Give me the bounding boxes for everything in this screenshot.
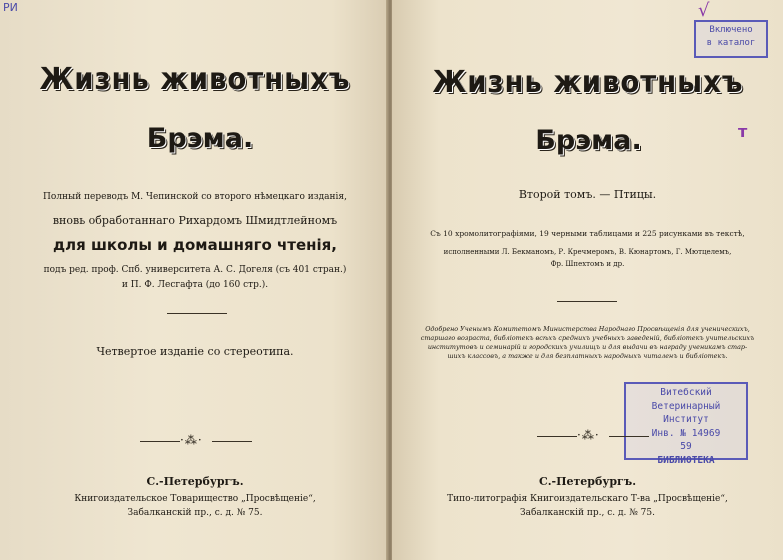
catalog-stamp	[694, 20, 768, 58]
approval-line4: шихъ классовъ, а также и для безплатныхъ народныхъ читаленъ и библіотекъ.	[447, 352, 728, 360]
left-editors-line2: и П. Ф. Лесгафта (до 160 стр.).	[121, 280, 269, 290]
library-stamp-label: БИБЛИОТЕКА	[657, 454, 715, 466]
right-title-line1: Жизнь животныхъ	[432, 65, 743, 100]
left-divider	[167, 313, 227, 314]
right-address: Забалканскій пр., с. д. № 75.	[520, 508, 655, 518]
left-title-line2: Брэма.	[146, 123, 254, 154]
approval-line1: Одобрено Ученымъ Комитетомъ Министерства Народнаго Просвѣщенія для ученическихъ,	[425, 325, 750, 333]
left-translation-line: Полный переводъ М. Чепинской со второго нѣмецкаго изданія,	[43, 192, 347, 202]
left-publisher: Книгоиздательское Товарищество „Просвѣщеніе“,	[74, 494, 316, 504]
left-page	[0, 0, 390, 560]
left-ornament-rule-right	[212, 441, 252, 442]
left-edition-line: Четвертое изданіе со стереотипа.	[96, 345, 294, 358]
library-stamp-inventory: Инв. № 14969	[651, 427, 721, 439]
left-editors-line: подъ ред. проф. Спб. университета А. С. Догеля (съ 401 стран.)	[43, 265, 347, 275]
library-stamp-line2: Ветеринарный Институт	[651, 400, 721, 425]
handwritten-check-mark: √	[698, 0, 710, 21]
side-mark: т	[738, 122, 748, 141]
right-volume-line: Второй томъ. — Птицы.	[518, 188, 657, 201]
left-city: С.-Петербургъ.	[146, 475, 244, 488]
library-stamp	[624, 382, 748, 466]
right-ornament-rule-left	[537, 436, 577, 437]
right-divider	[557, 301, 617, 302]
approval-line2: старшаго возраста, библіотекъ всѣхъ среднихъ учебныхъ заведеній, библіотекъ учительскихъ	[420, 334, 755, 342]
corner-mark: РИ	[3, 1, 18, 14]
right-illustrations-line: Съ 10 хромолитографіями, 19 черными таблицами и 225 рисунками въ текстѣ,	[430, 229, 745, 238]
right-artists-line: исполненными Л. Бекманомъ, Р. Кречмеромъ, В. Кюнартомъ, Г. Мютцелемъ,	[443, 248, 732, 256]
catalog-stamp-line2: в каталог	[706, 38, 756, 48]
left-ornament-rule-left	[140, 441, 180, 442]
catalog-stamp-line1: Включено	[709, 25, 753, 35]
right-page	[392, 0, 783, 560]
right-ornament-rule-right	[609, 436, 649, 437]
left-revision-line: вновь обработаннаго Рихардомъ Шмидтлейномъ	[52, 214, 338, 227]
left-address: Забалканскій пр., с. д. № 75.	[127, 508, 263, 518]
right-ornament: ·⁂·	[577, 428, 600, 442]
left-title-line1: Жизнь животныхъ	[39, 62, 351, 97]
library-stamp-number: 59	[680, 441, 692, 452]
right-title-line2: Брэма.	[535, 125, 642, 156]
right-artists-line2: Фр. Шпехтомъ и др.	[550, 260, 625, 268]
right-publisher: Типо-литографія Книгоиздательскаго Т-ва „Просвѣщеніе“,	[447, 494, 728, 504]
left-purpose-line: для школы и домашняго чтенія,	[53, 236, 337, 254]
right-city: С.-Петербургъ.	[538, 475, 637, 488]
library-stamp-line1: Витебский	[660, 387, 712, 398]
left-ornament: ·⁂·	[180, 433, 203, 447]
approval-line3: институтовъ и семинарій и городскихъ училищъ и для выдачи въ награду ученикамъ стар-	[427, 343, 748, 351]
